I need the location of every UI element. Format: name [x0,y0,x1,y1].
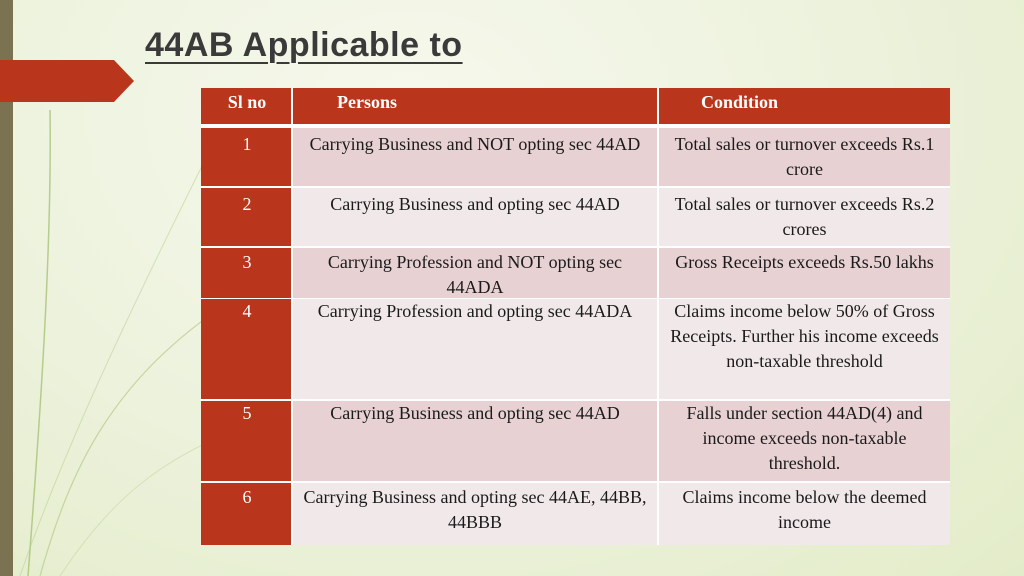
row-persons: Carrying Business and opting sec 44AD [293,188,659,246]
row-sl-no: 5 [201,401,293,481]
row-condition: Total sales or turnover exceeds Rs.2 crores [659,188,950,246]
row-persons: Carrying Profession and NOT opting sec 44ADA [293,248,659,298]
applicability-table [201,88,950,545]
row-condition: Claims income below 50% of Gross Receipts. Further his income exceeds non-taxable threshold [659,299,950,399]
row-condition: Falls under section 44AD(4) and income exceeds non-taxable threshold. [659,401,950,481]
table-header-row [201,88,950,128]
table-row [201,188,950,248]
row-persons: Carrying Business and opting sec 44AD [293,401,659,481]
row-condition: Claims income below the deemed income [659,483,950,545]
row-sl-no: 2 [201,188,293,246]
table-row [201,483,950,545]
table-row [201,248,950,299]
header-sl-no: Sl no [201,88,293,124]
row-condition: Total sales or turnover exceeds Rs.1 crore [659,128,950,186]
table-row [201,128,950,188]
table-row [201,401,950,483]
row-persons: Carrying Profession and opting sec 44ADA [293,299,659,399]
row-persons: Carrying Business and NOT opting sec 44AD [293,128,659,186]
row-persons: Carrying Business and opting sec 44AE, 44BB, 44BBB [293,483,659,545]
row-condition: Gross Receipts exceeds Rs.50 lakhs [659,248,950,298]
row-sl-no: 6 [201,483,293,545]
page-title: 44AB Applicable to [145,26,463,64]
table-row [201,299,950,401]
row-sl-no: 1 [201,128,293,186]
title-accent-arrow [0,60,134,102]
row-sl-no: 4 [201,299,293,399]
header-condition: Condition [659,88,950,124]
header-persons: Persons [293,88,659,124]
row-sl-no: 3 [201,248,293,298]
